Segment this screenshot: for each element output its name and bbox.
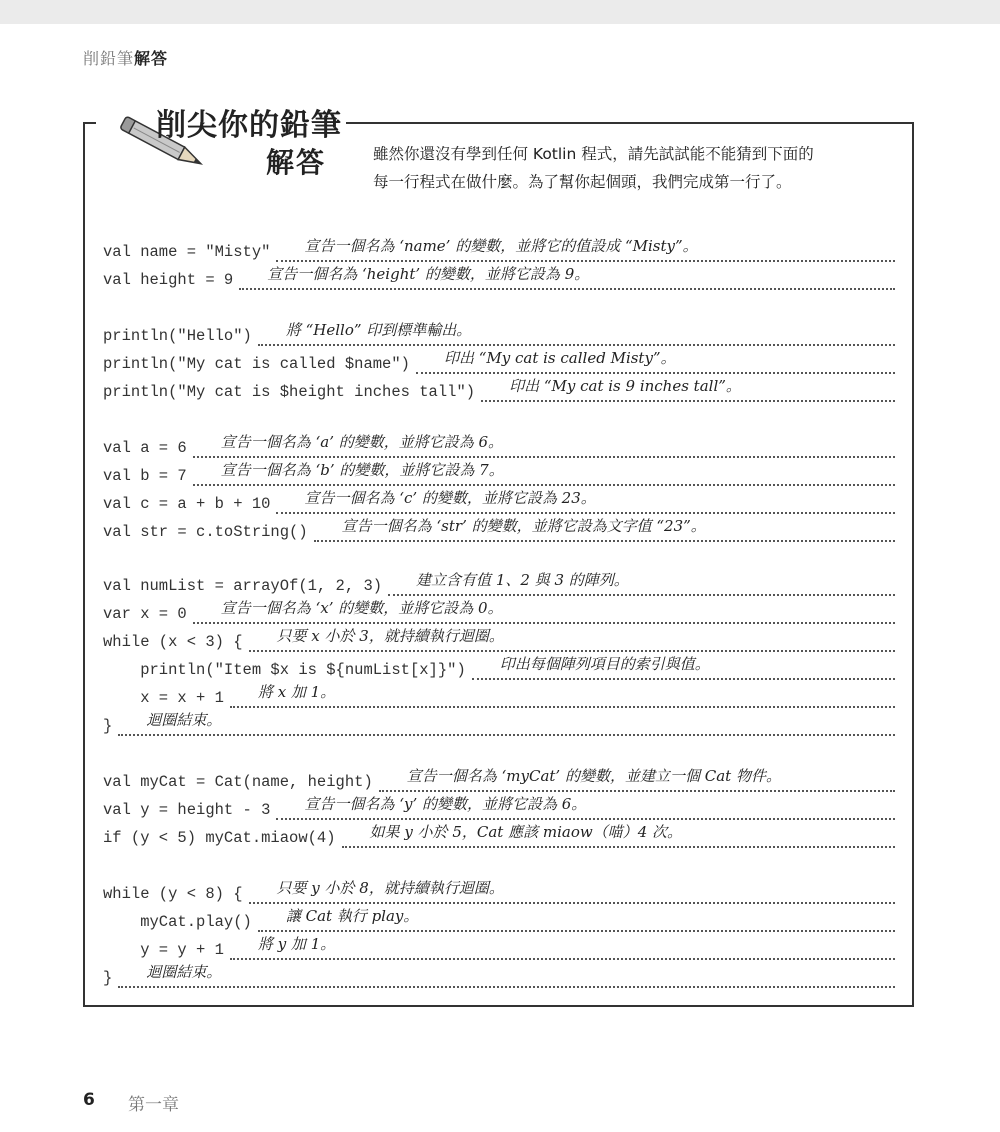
code-text: val b = 7 — [103, 467, 187, 485]
code-line — [103, 378, 895, 402]
answer-text: 宣告一個名為 ‘height’ 的變數，並將它設為 9。 — [239, 264, 895, 290]
title-line-2: 解答 — [266, 146, 327, 179]
code-text: x = x + 1 — [103, 689, 224, 707]
answer-text: 只要 y 小於 8，就持續執行迴圈。 — [249, 878, 895, 904]
code-text: val name = "Misty" — [103, 243, 271, 261]
answer-text: 將 y 加 1。 — [230, 934, 895, 960]
code-text: val y = height - 3 — [103, 801, 271, 819]
code-text: } — [103, 717, 113, 735]
answer-text: 宣告一個名為 ‘b’ 的變數，並將它設為 7。 — [193, 460, 895, 486]
code-text: println("My cat is called $name") — [103, 355, 410, 373]
code-text: while (y < 8) { — [103, 885, 243, 903]
answer-text: 印出 “My cat is 9 inches tall”。 — [481, 376, 895, 402]
answer-text: 宣告一個名為 ‘x’ 的變數，並將它設為 0。 — [193, 598, 895, 624]
code-line — [103, 712, 895, 736]
code-line — [103, 490, 895, 514]
answer-text: 建立含有值 1、2 與 3 的陣列。 — [388, 570, 895, 596]
code-line — [103, 964, 895, 988]
page-number: 6 — [83, 1090, 95, 1110]
code-text: val numList = arrayOf(1, 2, 3) — [103, 577, 383, 595]
answer-text: 印出每個陣列項目的索引與值。 — [472, 654, 895, 680]
intro-line-2: 每一行程式在做什麼。為了幫你起個頭，我們完成第一行了。 — [373, 173, 792, 191]
answer-text: 宣告一個名為 ‘c’ 的變數，並將它設為 23。 — [276, 488, 895, 514]
code-text: val a = 6 — [103, 439, 187, 457]
answer-text: 迴圈結束。 — [118, 710, 895, 736]
answer-text: 將 “Hello” 印到標準輸出。 — [258, 320, 895, 346]
code-text: if (y < 5) myCat.miaow(4) — [103, 829, 336, 847]
code-line — [103, 936, 895, 960]
code-text: y = y + 1 — [103, 941, 224, 959]
chapter-label: 第一章 — [128, 1095, 179, 1115]
code-text: var x = 0 — [103, 605, 187, 623]
code-line — [103, 908, 895, 932]
intro-line-1: 雖然你還沒有學到任何 Kotlin 程式，請先試試能不能猜到下面的 — [373, 145, 814, 163]
code-line — [103, 824, 895, 848]
code-text: val str = c.toString() — [103, 523, 308, 541]
answer-text: 宣告一個名為 ‘str’ 的變數，並將它設為文字值 “23”。 — [314, 516, 895, 542]
code-line — [103, 880, 895, 904]
code-line — [103, 266, 895, 290]
code-text: val myCat = Cat(name, height) — [103, 773, 373, 791]
code-line — [103, 796, 895, 820]
code-text: println("My cat is $height inches tall") — [103, 383, 476, 401]
code-line — [103, 656, 895, 680]
code-line — [103, 628, 895, 652]
title-line-1: 削尖你的鉛筆 — [156, 108, 342, 143]
top-gray-band — [0, 0, 1000, 24]
code-line — [103, 518, 895, 542]
code-text: println("Hello") — [103, 327, 252, 345]
code-text: println("Item $x is ${numList[x]}") — [103, 661, 466, 679]
answer-text: 印出 “My cat is called Misty”。 — [416, 348, 895, 374]
answer-text: 只要 x 小於 3，就持續執行迴圈。 — [249, 626, 895, 652]
code-text: while (x < 3) { — [103, 633, 243, 651]
code-line — [103, 434, 895, 458]
answer-text: 宣告一個名為 ‘name’ 的變數，並將它的值設成 “Misty”。 — [276, 236, 895, 262]
answer-text: 宣告一個名為 ‘a’ 的變數，並將它設為 6。 — [193, 432, 895, 458]
code-line — [103, 768, 895, 792]
page-header — [83, 46, 168, 69]
header-prefix: 削鉛筆 — [83, 49, 135, 68]
code-text: myCat.play() — [103, 913, 252, 931]
code-line — [103, 238, 895, 262]
answer-text: 如果 y 小於 5，Cat 應該 miaow（喵）4 次。 — [342, 822, 895, 848]
code-text: val height = 9 — [103, 271, 234, 289]
code-text: val c = a + b + 10 — [103, 495, 271, 513]
answer-text: 迴圈結束。 — [118, 962, 895, 988]
code-line — [103, 462, 895, 486]
code-line — [103, 600, 895, 624]
answer-text: 讓 Cat 執行 play。 — [258, 906, 895, 932]
answer-text: 宣告一個名為 ‘y’ 的變數，並將它設為 6。 — [276, 794, 895, 820]
answer-text: 將 x 加 1。 — [230, 682, 895, 708]
code-line — [103, 322, 895, 346]
header-bold: 解答 — [134, 49, 169, 68]
answer-text: 宣告一個名為 ‘myCat’ 的變數，並建立一個 Cat 物件。 — [379, 766, 895, 792]
code-line — [103, 684, 895, 708]
code-line — [103, 572, 895, 596]
intro-text — [373, 140, 873, 196]
code-text: } — [103, 969, 113, 987]
code-line — [103, 350, 895, 374]
